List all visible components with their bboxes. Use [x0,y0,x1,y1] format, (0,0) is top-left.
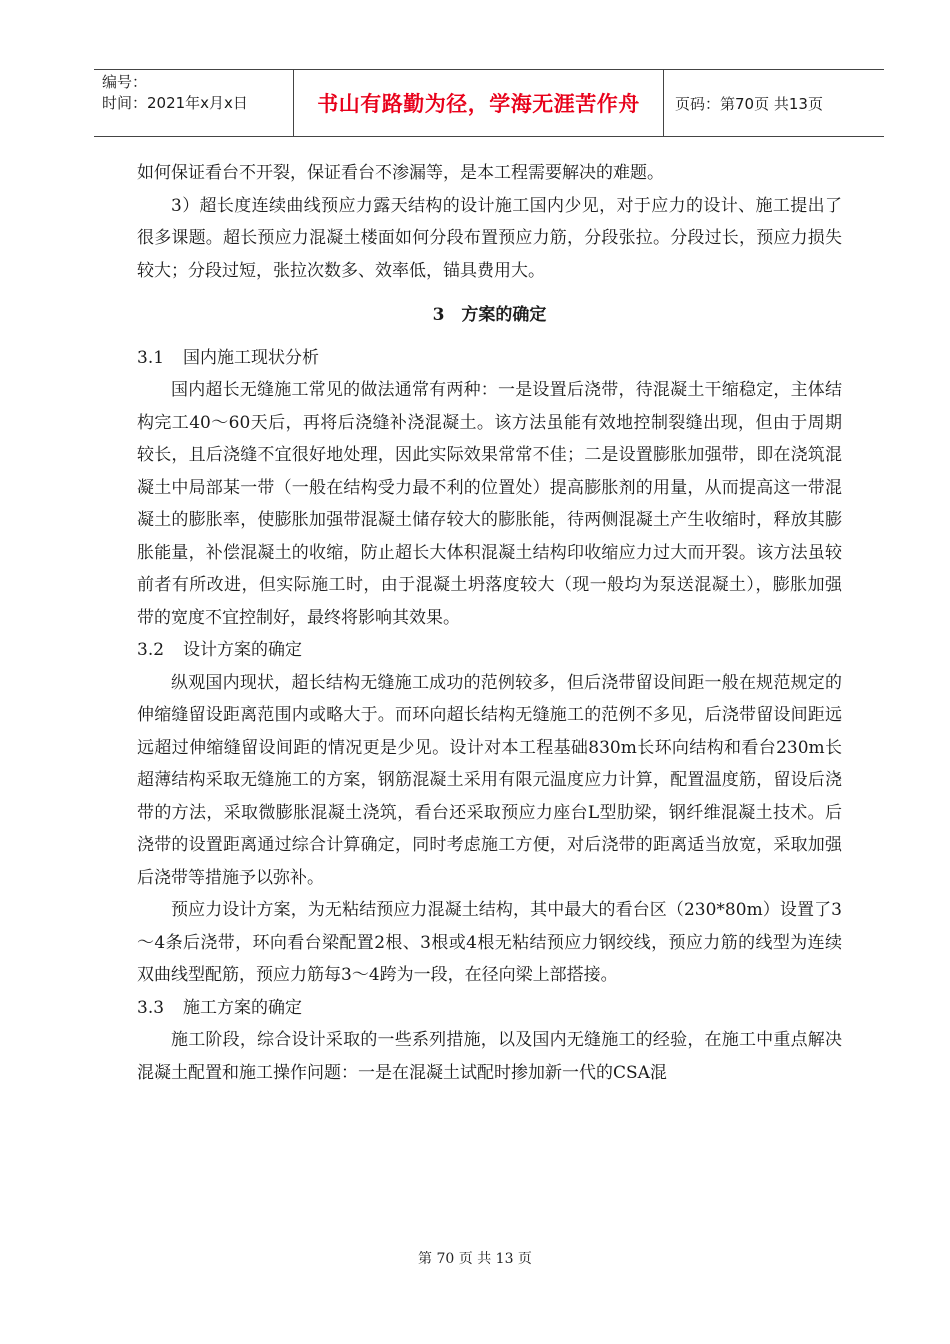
code-label: 编号： [102,73,148,91]
page-footer: 第 70 页 共 13 页 [418,1251,532,1267]
time-label: 时间：2021年x月x日 [102,94,248,112]
section-3-3-heading [137,992,842,1025]
section-3-1-number: 3.1 [137,347,165,368]
section-3-title: 3 方案的确定 [432,305,547,325]
section-3-2-paragraph-2: 预应力设计方案，为无粘结预应力混凝土结构，其中最大的看台区（230*80m）设置了3～4条后浇带，环向看台梁配置2根、3根或4根无粘结预应力钢绞线，预应力筋的线型为连续双曲线型配筋，预应力筋每3～4跨为一段，在径向梁上部搭接。 [137,900,842,985]
section-3-1-title: 国内施工现状分析 [183,347,319,368]
section-3-2-title: 设计方案的确定 [183,640,302,660]
header-motto: 书山有路勤为径，学海无涯苦作舟 [294,70,664,136]
paragraph-intro: 如何保证看台不开裂，保证看台不渗漏等，是本工程需要解决的难题。 [137,163,664,183]
section-3-1-paragraph: 国内超长无缝施工常见的做法通常有两种：一是设置后浇带，待混凝土干缩稳定，主体结构完工40～60天后，再将后浇缝补浇混凝土。该方法虽能有效地控制裂缝出现，但由于周期较长，且后浇缝不宜很好地处理，因此实际效果常常不佳；二是设置膨胀加强带，即在浇筑混凝土中局部某一带（一般在结构受力最不利的位置处）提高膨胀剂的用量，从而提高这一带混凝土的膨胀率，使膨胀加强带混凝土储存较大的膨胀能，待两侧混凝土产生收缩时，释放其膨胀能量，补偿混凝土的收缩，防止超长大体积混凝土结构印收缩应力过大而开裂。该方法虽较前者有所改进，但实际施工时，由于混凝土坍落度较大（现一般均为泵送混凝土），膨胀加强带的宽度不宜控制好，最终将影响其效果。 [137,380,842,628]
section-3-1-heading [137,342,842,375]
document-body [137,157,842,1089]
section-3-3-number: 3.3 [137,997,165,1018]
section-3-3-paragraph: 施工阶段，综合设计采取的一些系列措施，以及国内无缝施工的经验，在施工中重点解决混凝土配置和施工操作问题：一是在混凝土试配时掺加新一代的CSA混 [137,1030,842,1083]
section-3-2-heading [137,634,842,667]
page-header [94,69,884,137]
section-3-2-number: 3.2 [137,640,165,660]
paragraph-item-3: 3）超长度连续曲线预应力露天结构的设计施工国内少见，对于应力的设计、施工提出了很多课题。超长预应力混凝土楼面如何分段布置预应力筋，分段张拉。分段过长，预应力损失较大；分段过短，张拉次数多、效率低，锚具费用大。 [137,195,842,281]
header-meta [94,70,294,136]
section-3-3-title: 施工方案的确定 [183,997,302,1018]
header-page-info: 页码：第70页 共13页 [675,94,823,113]
section-3-2-paragraph-1: 纵观国内现状，超长结构无缝施工成功的范例较多，但后浇带留设间距一般在规范规定的伸缩缝留设距离范围内或略大于。而环向超长结构无缝施工的范例不多见，后浇带留设间距远远超过伸缩缝留设间距的情况更是少见。设计对本工程基础830m长环向结构和看台230m长超薄结构采取无缝施工的方案，钢筋混凝土采用有限元温度应力计算，配置温度筋，留设后浇带的方法，采取微膨胀混凝土浇筑，看台还采取预应力座台L型肋梁，钢纤维混凝土技术。后浇带的设置距离通过综合计算确定，同时考虑施工方便，对后浇带的距离适当放宽，采取加强后浇带等措施予以弥补。 [137,672,842,888]
